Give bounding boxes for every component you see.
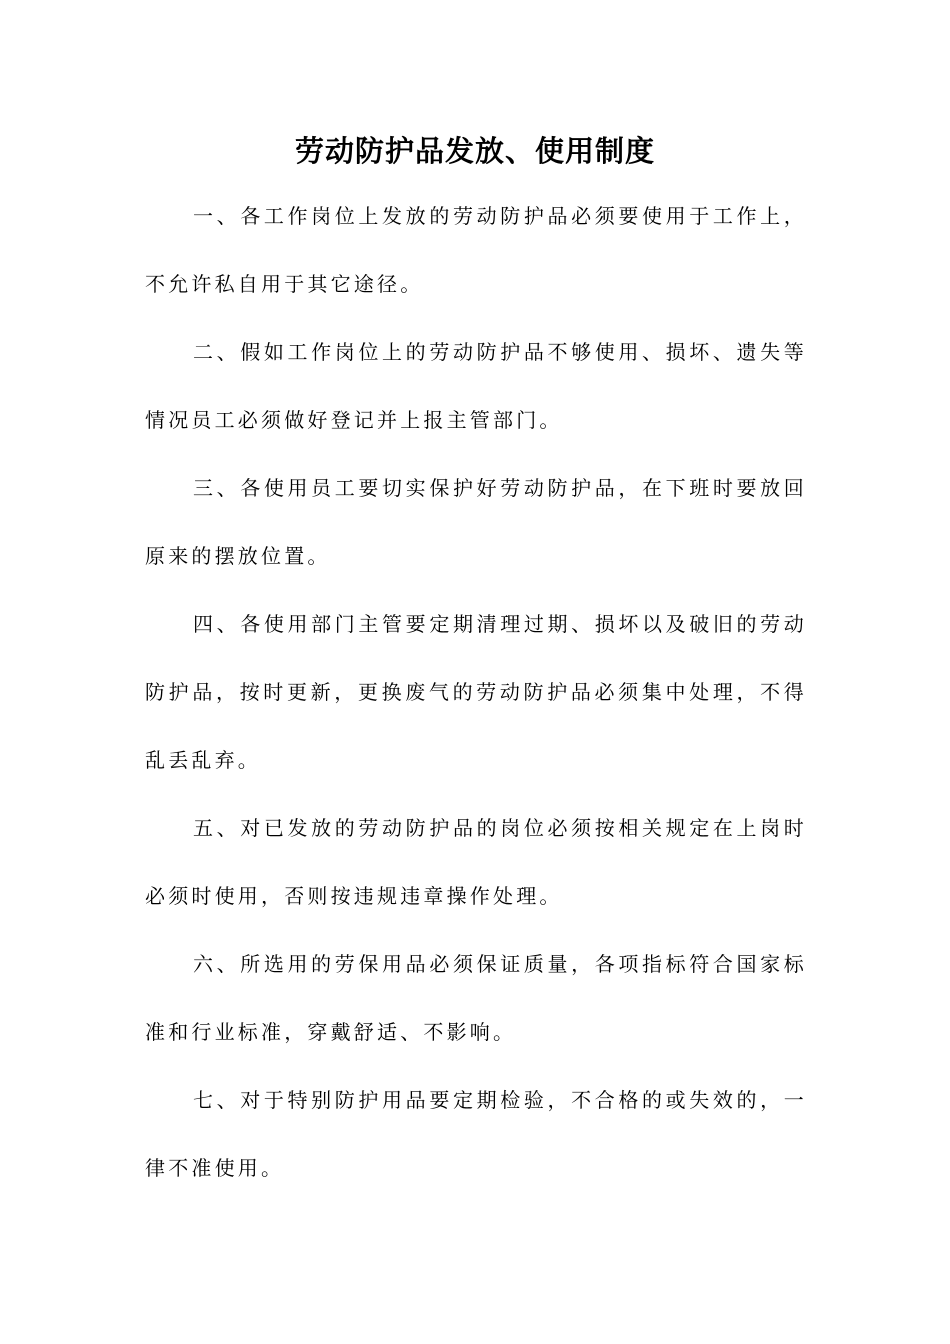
page-title: 劳动防护品发放、使用制度 (294, 134, 655, 168)
paragraph-7: 七、对于特别防护用品要定期检验，不合格的或失效的，一律不准使用。 (145, 1088, 807, 1180)
paragraph-4: 四、各使用部门主管要定期清理过期、损坏以及破旧的劳动防护品，按时更新，更换废气的劳动防护品必须集中处理，不得乱丢乱弃。 (145, 612, 807, 772)
paragraph-1: 一、各工作岗位上发放的劳动防护品必须要使用于工作上，不允许私自用于其它途径。 (145, 204, 807, 296)
document-body (145, 182, 807, 1202)
paragraph-2: 二、假如工作岗位上的劳动防护品不够使用、损坏、遗失等情况员工必须做好登记并上报主管部门。 (145, 340, 807, 432)
paragraph-5: 五、对已发放的劳动防护品的岗位必须按相关规定在上岗时必须时使用，否则按违规违章操作处理。 (145, 816, 807, 908)
paragraph-3: 三、各使用员工要切实保护好劳动防护品，在下班时要放回原来的摆放位置。 (145, 476, 807, 568)
paragraph-6: 六、所选用的劳保用品必须保证质量，各项指标符合国家标准和行业标准，穿戴舒适、不影响。 (145, 952, 807, 1044)
